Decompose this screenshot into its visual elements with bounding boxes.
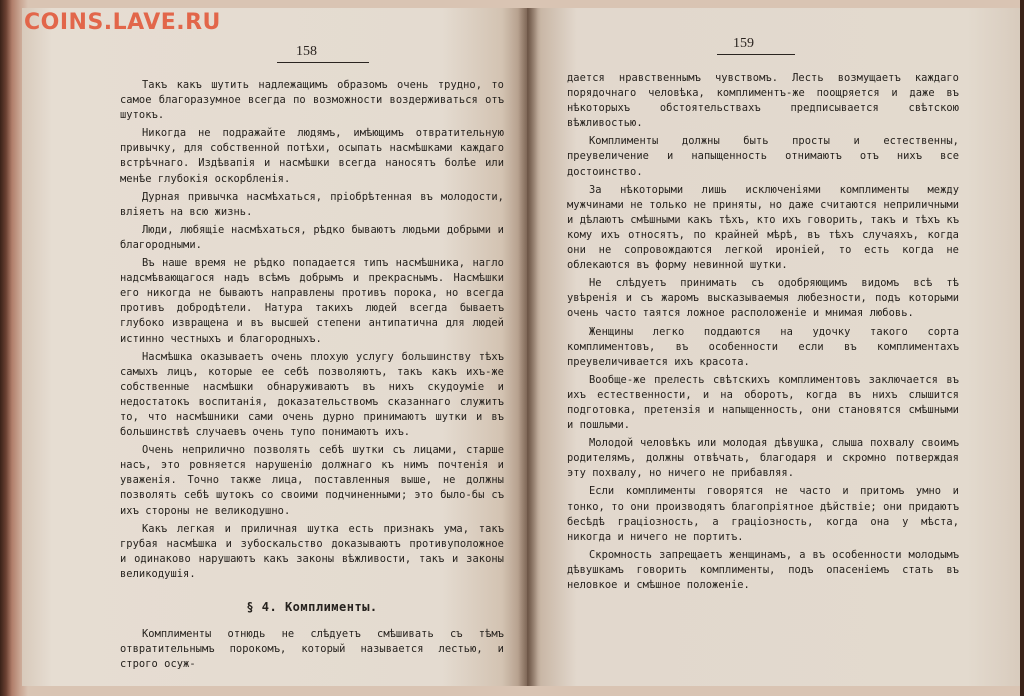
- paragraph: Если комплименты говорятся не часто и притомъ умно и тонко, то они производятъ благопріятное дѣйствіе; они придаютъ бесѣдѣ граціозность, а граціозность, когда она у мѣста, никогда и ничего не портитъ.: [567, 485, 959, 543]
- paragraph: За нѣкоторыми лишь исключеніями комплименты между мужчинами не только не приняты, но даже считаются неприличными и дѣлаютъ смѣшными какъ тѣхъ, кто ихъ говорить, такъ и тѣхъ къ кому ихъ относятъ, по крайней мѣрѣ, въ тѣхъ случаяхъ, когда они не сопровождаются легкой ироніей, то есть когда не облекаются въ форму невинной шутки.: [567, 183, 959, 272]
- left-page: [22, 8, 527, 686]
- paragraph: Въ наше время не рѣдко попадается типъ насмѣшника, нагло надсмѣвающагося надъ всѣмъ добрымъ и прекраснымъ. Насмѣшки его никогда не бываютъ направлены противъ порока, но всегда противъ добродѣтели. Натура такихъ людей всегда бываетъ глубоко извращена и въ высшей степени антипатична для людей истинно честныхъ и благородныхъ.: [120, 257, 504, 345]
- page-number-left: 158: [296, 44, 317, 59]
- paragraph: Не слѣдуетъ принимать съ одобряющимъ видомъ всѣ тѣ увѣренія и съ жаромъ высказываемыя любезности, подъ которыми очень часто таятся ложное расположеніе и мнимая любовь.: [567, 277, 959, 320]
- left-page-text: [120, 78, 504, 675]
- right-page: [527, 8, 1021, 686]
- paragraph: Комплименты должны быть просты и естественны, преувеличение и напыщенность отнимаютъ отъ нихъ все достоинство.: [567, 135, 959, 178]
- book-spine: [518, 8, 538, 686]
- paragraph: Комплименты отнюдь не слѣдуетъ смѣшивать съ тѣмъ отвратительнымъ порокомъ, который называется лестью, и строго осуж-: [120, 628, 504, 671]
- paragraph: Насмѣшка оказываетъ очень плохую услугу большинству тѣхъ самыхъ лицъ, которые ее себѣ позволяютъ, такъ какъ ихъ-же собственные насмѣшки обнаруживаютъ въ нихъ скудоумie и недостатокъ воспитанія, доказательствомъ сказаннаго служитъ то, что насмѣшники сами очень дурно принимаютъ шутки и въ большинствѣ случаевъ очень тупо понимаютъ ихъ.: [120, 350, 504, 439]
- paragraph: Женщины легко поддаются на удочку такого сорта комплиментовъ, въ особенности если въ комплиментахъ преувеличивается ихъ красота.: [567, 325, 959, 368]
- page-number-right: 159: [733, 36, 754, 51]
- page-number-rule-left: [277, 62, 369, 63]
- page-edge: [1020, 0, 1024, 696]
- paragraph: Такъ какъ шутить надлежащимъ образомъ очень трудно, то самое благоразумное всегда по возможности воздерживаться отъ шутокъ.: [120, 79, 504, 122]
- page-number-rule-right: [717, 54, 795, 55]
- section-heading: § 4. Комплименты.: [246, 600, 378, 614]
- right-page-text: [567, 71, 959, 596]
- paragraph: Скромность запрещаетъ женщинамъ, а въ особенности молодымъ дѣвушкамъ говорить комплименты, подъ опасеніемъ стать въ неловкое и смѣшное положеніе.: [567, 548, 959, 591]
- paragraph-continuation: дается нравственнымъ чувствомъ. Лесть возмущаетъ каждаго порядочнаго человѣка, комплиментъ-же поощряется и даже въ нѣкоторыхъ обстоятельствахъ предписывается свѣтскою вѣжливостью.: [567, 72, 959, 130]
- watermark-logo: COINS.LAVE.RU: [24, 10, 221, 35]
- paragraph: Очень неприлично позволять себѣ шутки съ лицами, старше насъ, это ровняется нарушенію должнаго къ нимъ почтенія и уваженія. Точно также лица, поставленныя выше, не должны позволять себѣ шутокъ со своими подчиненными; это было-бы съ ихъ стороны не великодушно.: [120, 444, 504, 517]
- paragraph: Никогда не подражайте людямъ, имѣющимъ отвратительную привычку, для собственной потѣхи, осыпать насмѣшками каждаго встрѣчнаго. Издѣвапія и насмѣшки всегда наносятъ болѣе или менѣе глубокія оскорбленія.: [120, 127, 504, 185]
- paragraph: Какъ легкая и приличная шутка есть признакъ ума, такъ грубая насмѣшка и зубоскальство доказываютъ противуположное и одинаково нарушаютъ какъ законы вѣжливости, такъ и законы великодушія.: [120, 522, 504, 580]
- paragraph: Дурная привычка насмѣхаться, пріобрѣтенная въ молодости, вліяетъ на всю жизнь.: [120, 190, 504, 218]
- paragraph: Люди, любящіе насмѣхаться, рѣдко бываютъ людьми добрыми и благородными.: [120, 223, 504, 251]
- paragraph: Молодой человѣкъ или молодая дѣвушка, слыша похвалу своимъ родителямъ, должны отвѣчать, благодаря и скромно потверждая эту похвалу, но ничего не прибавляя.: [567, 437, 959, 480]
- paragraph: Вообще-же прелесть свѣтскихъ комплиментовъ заключается въ ихъ естественности, и на оборотъ, когда въ нихъ слышится подготовка, претензія и напыщенность, они становятся смѣшными и пошлыми.: [567, 373, 959, 432]
